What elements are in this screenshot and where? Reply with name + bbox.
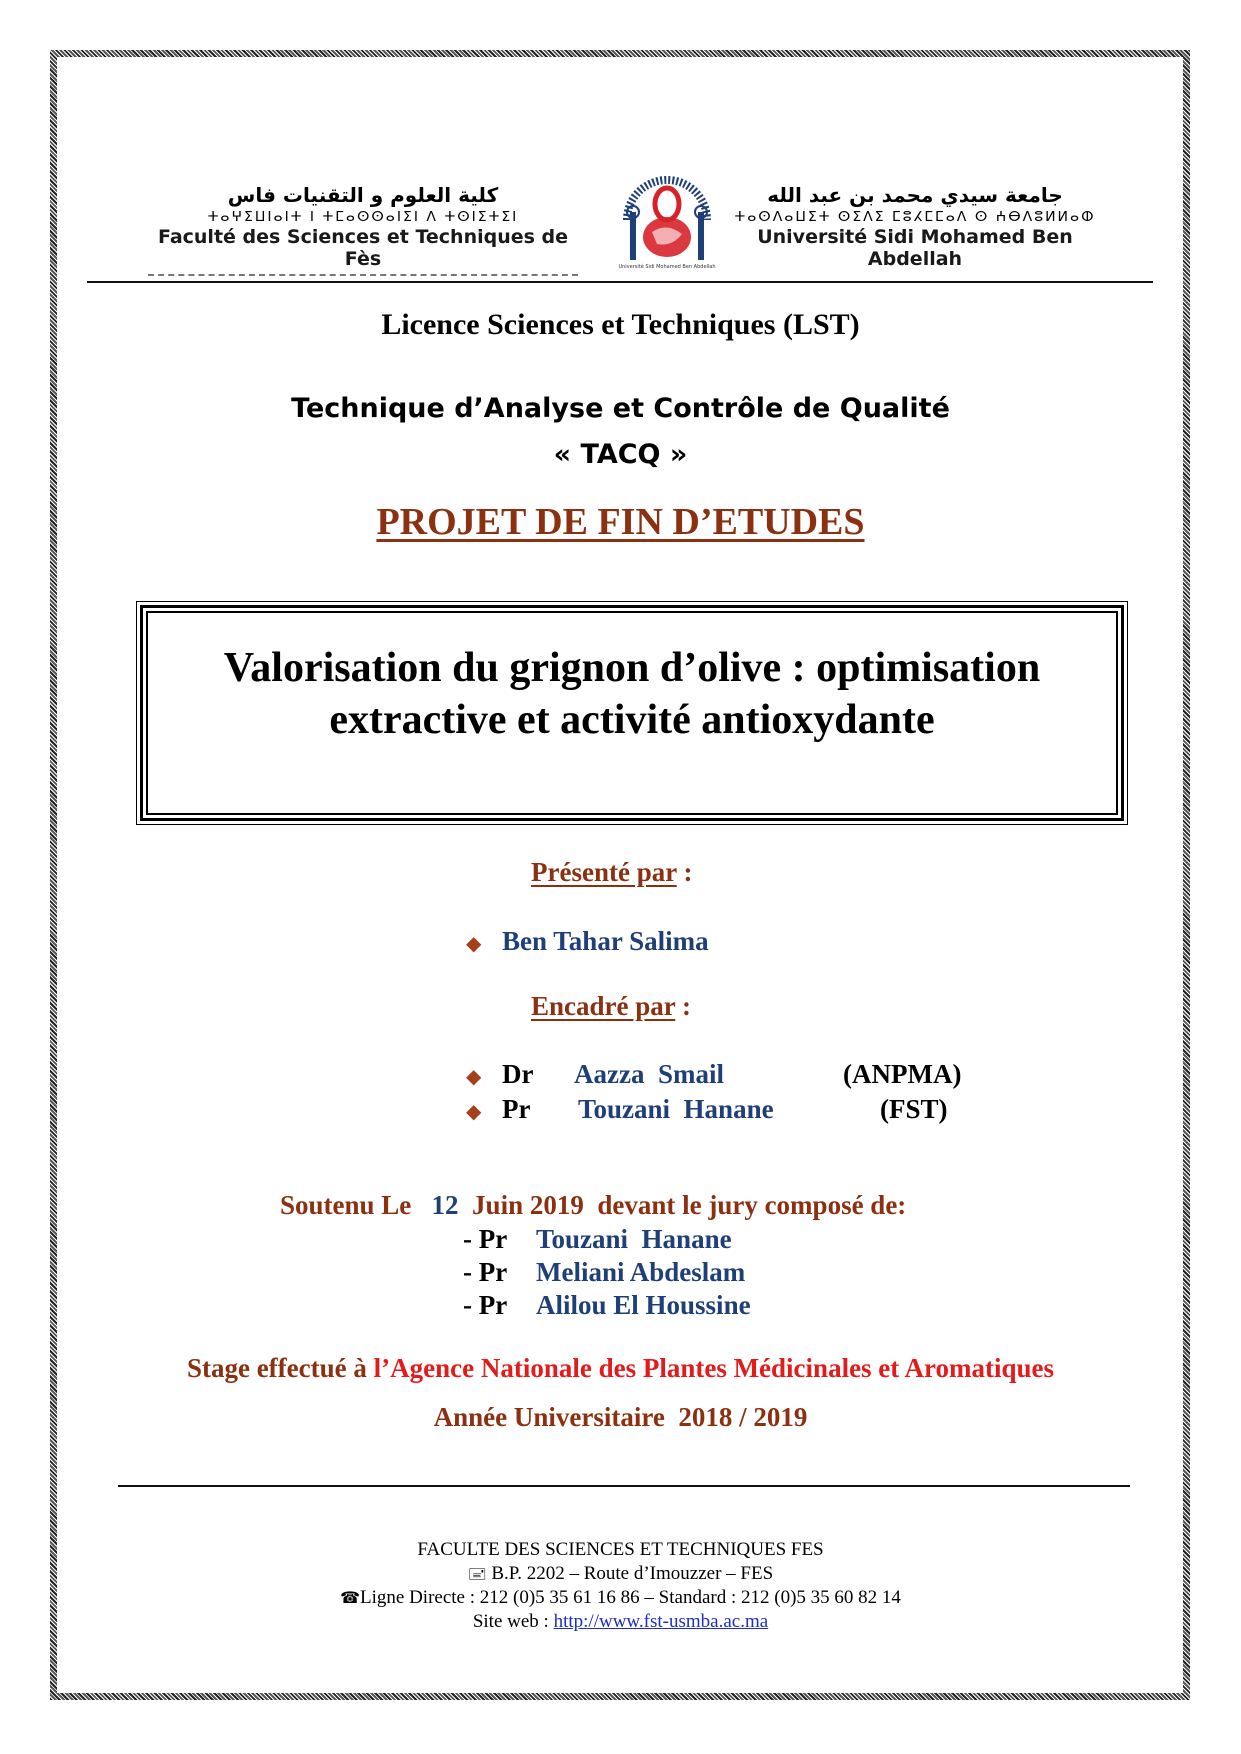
faculty-dash-line <box>148 274 578 278</box>
website-link[interactable]: http://www.fst-usmba.ac.ma <box>553 1611 769 1632</box>
footer-institution: FACULTE DES SCIENCES ET TECHNIQUES FES <box>417 1539 824 1560</box>
defense-date: Juin 2019 <box>472 1190 584 1220</box>
supervisor-item: ◆ Dr Aazza Smail <box>466 1058 724 1093</box>
student-name: Ben Tahar Salima <box>502 926 709 956</box>
faculty-name-arabic: كلية العلوم و التقنيات فاس <box>227 183 499 207</box>
faculty-name-latin: Faculté des Sciences et Techniques de Fès <box>157 226 569 270</box>
footer-address: 🖃 B.P. 2202 – Route d’Imouzzer – FES <box>467 1563 774 1584</box>
footer-contact <box>0 1538 1241 1634</box>
diamond-bullet-icon: ◆ <box>466 933 482 955</box>
degree-title: Licence Sciences et Techniques (LST) <box>381 308 860 341</box>
faculty-logo-block <box>148 182 578 278</box>
supervisor-name: Touzani Hanane <box>578 1094 774 1124</box>
supervisor-name: Aazza Smail <box>574 1059 724 1089</box>
university-name-tifinagh: ⵜⴰⵙⴷⴰⵡⵉⵜ ⵙⵉⴷⵉ ⵎⵓⵃⵎⵎⴰⴷ ⵙ ⵄⴱⴷⵓⵍⵍⴰⵀ <box>734 209 1096 225</box>
supervisor-item: ◆ Pr Touzani Hanane <box>466 1093 774 1128</box>
program-title <box>0 386 1241 478</box>
internship-place: l’Agence Nationale des Plantes Médicinales et Aromatiques <box>373 1353 1055 1383</box>
usmba-emblem-icon <box>612 162 722 274</box>
academic-year: Année Universitaire 2018 / 2019 <box>433 1402 808 1432</box>
jury-member: - Pr Touzani Hanane <box>463 1224 732 1254</box>
footer-divider <box>118 1485 1130 1487</box>
university-logo-block <box>730 182 1100 270</box>
thesis-title-line-2: extractive et activité antioxydante <box>329 697 935 743</box>
presented-by-label: Présenté par : <box>531 857 693 887</box>
faculty-name-tifinagh: ⵜⴰⵖⵉⵡⵏⴰⵏⵜ ⵏ ⵜⵎⴰⵙⵙⴰⵏⵉⵏ ⴷ ⵜⵙⵏⵉⵜⵉⵏ <box>207 209 519 225</box>
defense-line: Soutenu Le 12 Juin 2019 devant le jury composé de: <box>280 1190 907 1220</box>
thesis-title-box <box>140 605 1124 821</box>
supervisor-affiliation: (FST) <box>880 1094 948 1124</box>
supervisor-affiliation: (ANPMA) <box>843 1059 962 1089</box>
jury-member: - Pr Alilou El Houssine <box>463 1290 751 1320</box>
header-divider <box>87 281 1153 283</box>
university-name-arabic: جامعة سيدي محمد بن عبد الله <box>767 183 1063 207</box>
telephone-icon: ☎ <box>340 1588 361 1607</box>
program-acronym: « TACQ » <box>553 439 688 470</box>
document-type: PROJET DE FIN D’ETUDES <box>376 501 865 543</box>
diamond-bullet-icon: ◆ <box>466 1066 482 1088</box>
internship-line: Stage effectué à l’Agence Nationale des Plantes Médicinales et Aromatiques <box>186 1353 1055 1383</box>
university-name-latin: Université Sidi Mohamed Ben Abdellah <box>757 226 1073 270</box>
footer-phones: ☎Ligne Directe : 212 (0)5 35 61 16 86 – Standard : 212 (0)5 35 60 82 14 <box>340 1587 901 1608</box>
footer-website: Site web : http://www.fst-usmba.ac.ma <box>472 1611 769 1632</box>
jury-member: - Pr Meliani Abdeslam <box>463 1257 746 1287</box>
program-name: Technique d’Analyse et Contrôle de Qualité <box>291 393 950 424</box>
defense-day: 12 <box>431 1190 459 1220</box>
student-item <box>466 925 709 960</box>
supervised-by-label: Encadré par : <box>531 991 692 1021</box>
svg-text:Université Sidi Mohamed Ben Ab: Université Sidi Mohamed Ben Abdellah <box>618 264 716 270</box>
institution-header <box>0 160 1241 280</box>
thesis-title-line-1: Valorisation du grignon d’olive : optimisation <box>223 645 1041 691</box>
mailbox-icon: 🖃 <box>467 1564 487 1583</box>
diamond-bullet-icon: ◆ <box>466 1101 482 1123</box>
